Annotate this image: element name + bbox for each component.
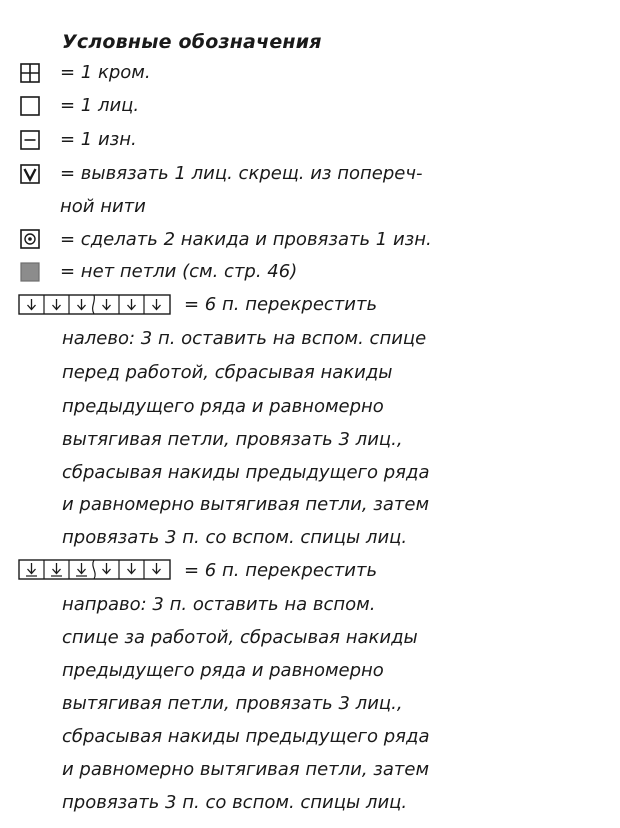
twisted-knit-from-bar-icon <box>20 164 40 184</box>
edge-stitch-icon <box>20 63 40 83</box>
legend-text: = нет петли (см. стр. 46) <box>60 261 298 282</box>
legend-text: = 1 лиц. <box>60 95 140 116</box>
legend-text: налево: 3 п. оставить на вспом. спице <box>62 328 427 349</box>
legend-text: = 6 п. перекрестить <box>184 560 378 581</box>
legend-title: Условные обозначения <box>62 31 322 53</box>
cable-right-icon <box>18 559 172 581</box>
legend-text: вытягивая петли, провязать 3 лиц., <box>62 429 403 450</box>
purl-stitch-icon <box>20 130 40 150</box>
legend-text: = 1 кром. <box>60 62 151 83</box>
no-stitch-icon <box>20 262 40 282</box>
legend-text: спице за работой, сбрасывая накиды <box>62 627 418 648</box>
legend-text: = 1 изн. <box>60 129 137 150</box>
legend-text: предыдущего ряда и равномерно <box>62 396 384 417</box>
legend-text: предыдущего ряда и равномерно <box>62 660 384 681</box>
knit-stitch-icon <box>20 96 40 116</box>
legend-text: = 6 п. перекрестить <box>184 294 378 315</box>
legend-text: = сделать 2 накида и провязать 1 изн. <box>60 229 432 250</box>
legend-text: провязать 3 п. со вспом. спицы лиц. <box>62 527 408 548</box>
legend-text: направо: 3 п. оставить на вспом. <box>62 594 376 615</box>
double-yarn-over-icon <box>20 229 40 249</box>
cable-left-icon <box>18 294 172 316</box>
legend-text: ной нити <box>60 196 146 217</box>
legend-text: перед работой, сбрасывая накиды <box>62 362 393 383</box>
legend-text: сбрасывая накиды предыдущего ряда <box>62 462 430 483</box>
legend-text: сбрасывая накиды предыдущего ряда <box>62 726 430 747</box>
legend-text: = вывязать 1 лиц. скрещ. из попереч- <box>60 163 423 184</box>
legend-text: провязать 3 п. со вспом. спицы лиц. <box>62 792 408 813</box>
legend-text: и равномерно вытягивая петли, затем <box>62 494 430 515</box>
legend-text: вытягивая петли, провязать 3 лиц., <box>62 693 403 714</box>
legend-text: и равномерно вытягивая петли, затем <box>62 759 430 780</box>
